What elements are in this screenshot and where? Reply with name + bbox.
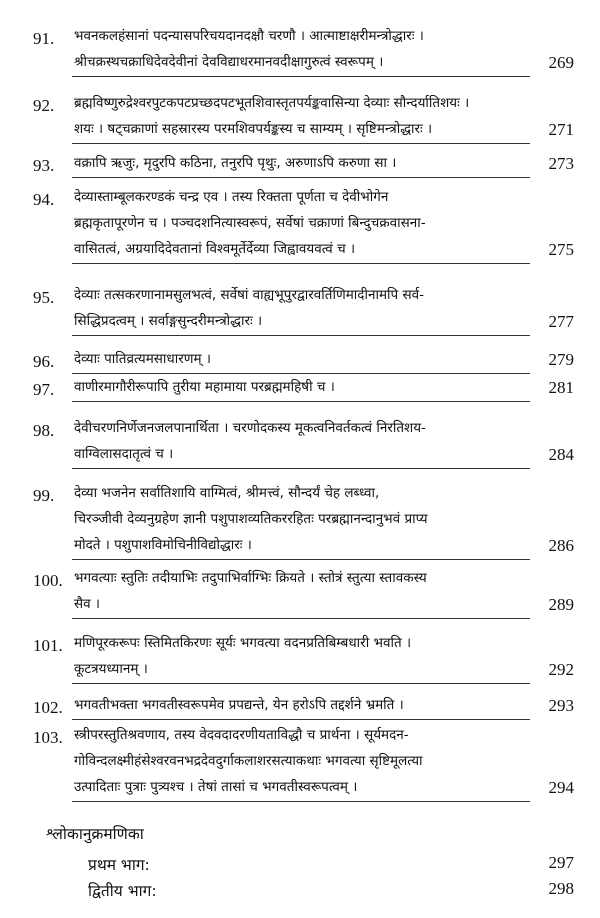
entry-divider	[72, 76, 530, 77]
entry-number: 101.	[33, 636, 63, 655]
entry-line: देव्या भजनेन सर्वातिशायि वाग्मित्वं, श्रीमत्त्वं, सौन्दर्यं चेह लब्ध्वा,	[74, 485, 380, 501]
entry-line: मणिपूरकरूपः स्तिमितकिरणः सूर्यः भगवत्या वदनप्रतिबिम्बधारी भवति ।	[74, 635, 412, 651]
entry-number: 92.	[33, 96, 55, 115]
entry-line: श्रीचक्रस्थचक्राधिदेवदेवीनां देवविद्याधरमानवदीक्षागुरुत्वं स्वरूपम् ।	[74, 54, 384, 70]
entry-text	[74, 722, 530, 800]
entry-line: देव्यास्ताम्बूलकरण्डकं चन्द्र एव । तस्य रिक्तता पूर्णता च देवीभोगेन	[74, 189, 389, 205]
entry-line: ब्रह्मविष्णुरुद्रेश्वरपुटकपटप्रच्छदपटभूतशिवास्तृतपर्यङ्कवासिन्या देव्याः सौन्दर्यातिशयः ।	[74, 95, 470, 111]
entry-divider	[72, 559, 530, 560]
entry-number: 102.	[33, 698, 63, 717]
entry-number: 99.	[33, 486, 55, 505]
entry-number: 97.	[33, 380, 55, 399]
index-page: 297	[548, 853, 574, 872]
entry-divider	[72, 263, 530, 264]
entry-line: मोदते । पशुपाशविमोचिनीविद्योद्धारः ।	[74, 537, 252, 553]
entry-text	[74, 90, 530, 142]
entry-number: 96.	[33, 352, 55, 371]
entry-number: 91.	[33, 29, 55, 48]
entry-line: सिद्धिप्रदत्वम् । सर्वाङ्गसुन्दरीमन्त्रोद्धारः ।	[74, 313, 263, 329]
page-number: 294	[548, 778, 574, 797]
entry-line: भगवत्याः स्तुतिः तदीयाभिः तदुपाभिर्वाग्भिः क्रियते । स्तोत्रं स्तुत्या स्तावकस्य	[74, 570, 427, 586]
index-title: श्लोकानुक्रमणिका	[46, 825, 144, 843]
entry-line: वासितत्वं, अग्रयादिदेवतानां विश्वमूर्तेर्देव्या जिह्वावयवत्वं च ।	[74, 241, 356, 257]
entry-line: भवनकलहंसानां पदन्यासपरिचयदानदक्षौ चरणौ । आत्माष्टाक्षरीमन्त्रोद्धारः ।	[74, 28, 424, 44]
entry-text	[74, 184, 530, 262]
entry-divider	[72, 143, 530, 144]
entry-line: उत्पादिताः पुत्राः पुत्र्यश्च । तेषां तासां च भगवतीस्वरूपत्वम् ।	[74, 779, 358, 795]
entry-line: देवीचरणनिर्णेजनजलपानार्थिता । चरणोदकस्य मूकत्वनिवर्तकत्वं निरतिशय-	[74, 420, 426, 436]
entry-number: 100.	[33, 571, 63, 590]
entry-divider	[72, 177, 530, 178]
entry-divider	[72, 335, 530, 336]
index-row	[0, 850, 600, 876]
index-label: प्रथम भाग:	[88, 856, 150, 874]
entry-line: गोविन्दलक्ष्मीहंसेश्वरवनभद्रदेवदुर्गाकलाशरसत्याकथाः भगवत्या सृष्टिमूलत्या	[74, 753, 423, 769]
entry-text	[74, 692, 530, 718]
page-number: 289	[548, 595, 574, 614]
entry-text	[74, 630, 530, 682]
entry-line: ब्रह्मकृतापूरणेन च । पञ्चदशनित्यास्वरूपं, सर्वेषां चक्राणां बिन्दुचक्रवासना-	[74, 215, 426, 231]
entry-divider	[72, 468, 530, 469]
entry-divider	[72, 801, 530, 802]
page-number: 286	[548, 536, 574, 555]
entry-number: 98.	[33, 421, 55, 440]
entry-number: 94.	[33, 190, 55, 209]
page-number: 277	[548, 312, 574, 331]
entry-line: चिरञ्जीवी देव्यनुग्रहेण ज्ञानी पशुपाशव्यतिकररहितः परब्रह्मानन्दानुभवं प्राप्य	[74, 511, 428, 527]
entry-text	[74, 346, 530, 372]
index-row	[0, 876, 600, 902]
page-number: 293	[548, 696, 574, 715]
entry-divider	[72, 401, 530, 402]
entry-text	[74, 415, 530, 467]
entry-line: कूटत्रयध्यानम् ।	[74, 661, 148, 677]
entry-number: 95.	[33, 288, 55, 307]
entry-divider	[72, 683, 530, 684]
page-number: 284	[548, 445, 574, 464]
entry-line: सैव ।	[74, 596, 101, 612]
page-number: 275	[548, 240, 574, 259]
entry-line: देव्याः पातिव्रत्यमसाधारणम् ।	[74, 351, 211, 367]
entry-divider	[72, 719, 530, 720]
entry-line: वाणीरमागौरीरूपापि तुरीया महामाया परब्रह्ममहिषी च ।	[74, 379, 335, 395]
entry-divider	[72, 618, 530, 619]
entry-text	[74, 480, 530, 558]
index-page: 298	[548, 879, 574, 898]
entry-line: वक्रापि ऋजुः, मृदुरपि कठिना, तनुरपि पृथुः, अरुणाऽपि करुणा सा ।	[74, 155, 397, 171]
entry-line: वाग्विलासदातृत्वं च ।	[74, 446, 174, 462]
entry-line: देव्याः तत्सकरणानामसुलभत्वं, सर्वेषां वाह्यभूपुरद्वारवर्तिणिमादीनामपि सर्व-	[74, 287, 424, 303]
page-number: 271	[548, 120, 574, 139]
page-number: 273	[548, 154, 574, 173]
page-number: 269	[548, 53, 574, 72]
entry-text	[74, 282, 530, 334]
page-number: 292	[548, 660, 574, 679]
entry-text	[74, 23, 530, 75]
entry-number: 103.	[33, 728, 63, 747]
entry-line: स्त्रीपरस्तुतिश्रवणाय, तस्य वेदवदादरणीयताविद्धौ च प्रार्थना । सूर्यमदन-	[74, 727, 409, 743]
index-label: द्वितीय भाग:	[88, 882, 157, 900]
page-number: 279	[548, 350, 574, 369]
entry-text	[74, 374, 530, 400]
entry-text	[74, 565, 530, 617]
entry-line: शयः । षट्चक्राणां सहस्रारस्य परमशिवपर्यङ्कस्य च साम्यम् । सृष्टिमन्त्रोद्धारः ।	[74, 121, 433, 137]
entry-line: भगवतीभक्ता भगवतीस्वरूपमेव प्रपद्यन्ते, येन हरोऽपि तद्दर्शने भ्रमति ।	[74, 697, 404, 713]
entry-number: 93.	[33, 156, 55, 175]
page-number: 281	[548, 378, 574, 397]
entry-text	[74, 150, 530, 176]
